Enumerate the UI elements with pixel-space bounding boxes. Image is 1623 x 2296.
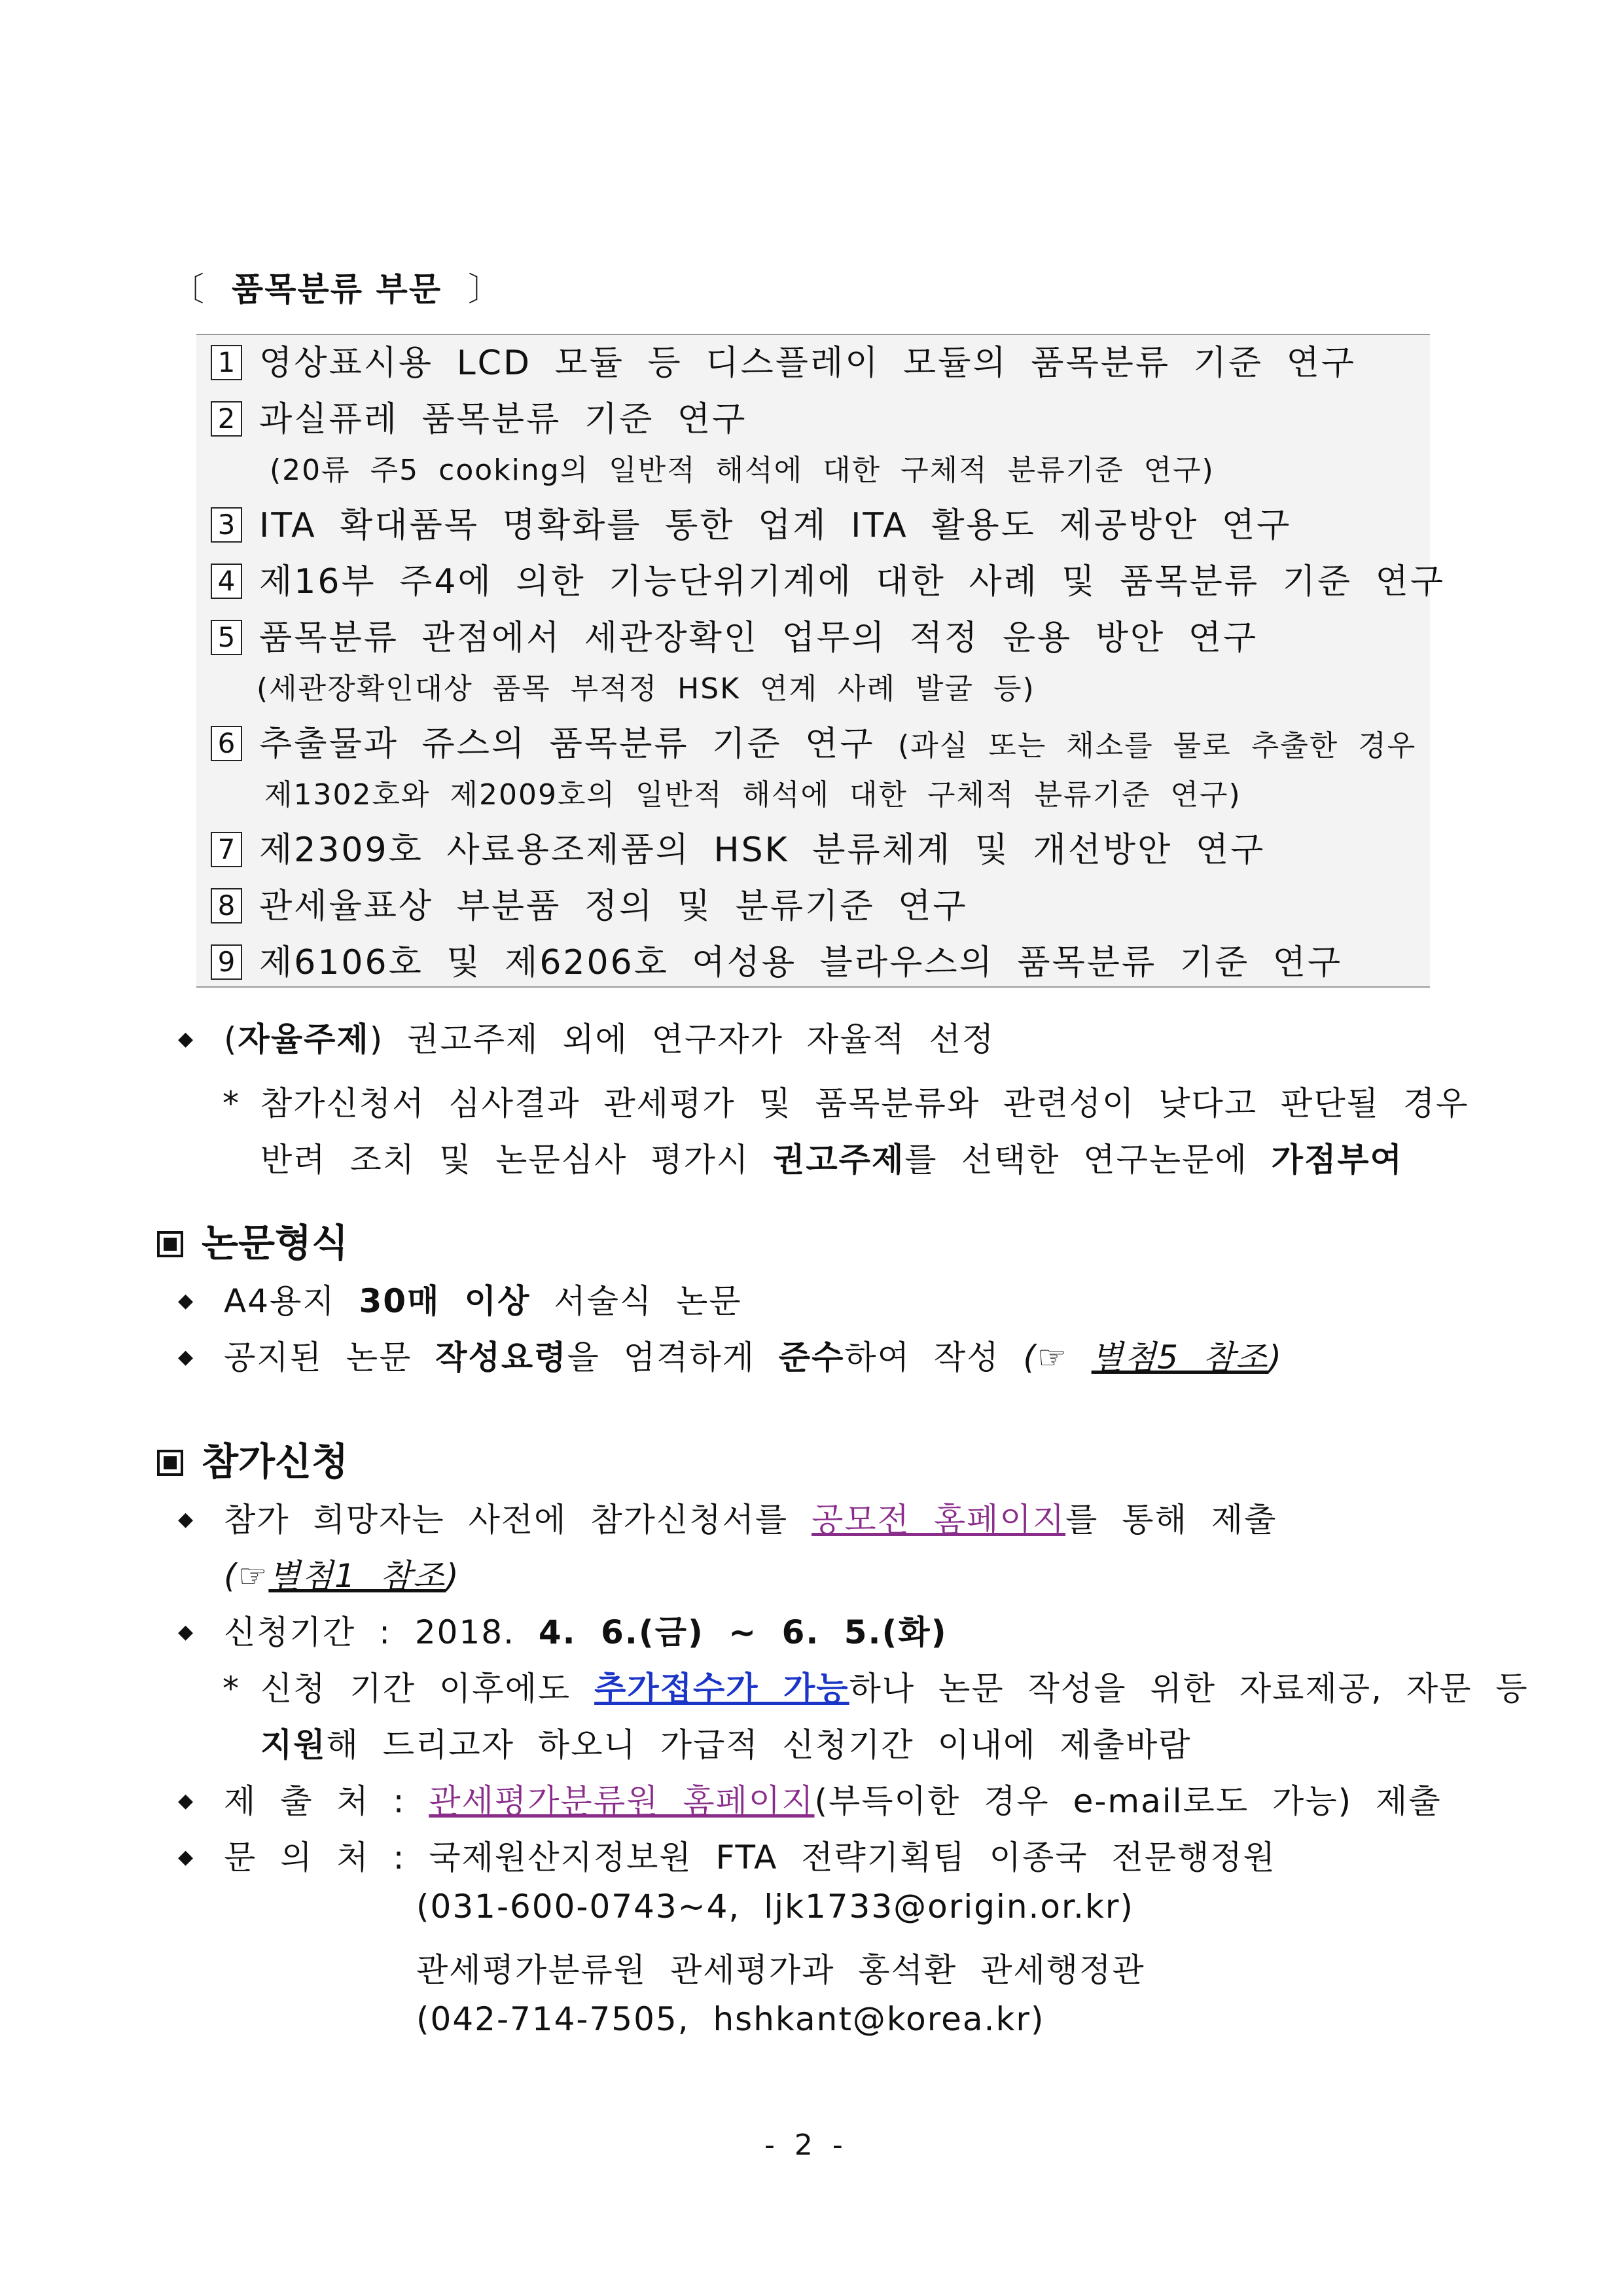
self-topic-note-2 [260,1134,1403,1181]
apply-submit [178,1775,1442,1822]
note-bold: 권고주제 [773,1141,905,1179]
ref-text: (☞ [1023,1338,1092,1376]
topic-item-5-sub [257,665,1035,707]
contact-2-detail-text: (042-714-7505, hshkant@korea.kr) [416,2000,1045,2038]
topic-item-2 [211,391,747,440]
note-bold: 지원 [260,1726,327,1764]
contest-homepage-link[interactable]: 공모전 홈페이지 [812,1501,1066,1539]
note-text: 참가신청서 심사결과 관세평가 및 품목분류와 관련성이 낮다고 판단될 경우 [260,1085,1469,1122]
item-text: 을 엄격하게 [567,1338,779,1376]
topic-number: 2 [211,401,242,437]
contact-2-detail [416,2000,1044,2038]
asterisk-mark: * [223,1085,240,1122]
customs-homepage-link[interactable]: 관세평가분류원 홈페이지 [429,1782,815,1820]
self-topic-note-1 [223,1077,1469,1124]
topic-text: 품목분류 관점에서 세관장확인 업무의 적정 운용 방안 연구 [259,619,1258,658]
topic-item-6 [211,716,1416,765]
topic-number: 8 [211,888,242,924]
topic-text: 영상표시용 LCD 모듈 등 디스플레이 모듈의 품목분류 기준 연구 [259,344,1357,383]
diamond-bullet-icon: ◆ [178,1621,195,1643]
note-text: 신청 기간 이후에도 [260,1670,595,1708]
bracket-close: 〕 [468,270,503,308]
square-bullet-icon [157,1450,183,1476]
apply-contact [178,1831,1276,1878]
period-label: 신청기간 : 2018. [224,1613,539,1651]
note-text: 반려 조치 및 논문심사 평가시 [260,1141,774,1179]
format-heading-text: 논문형식 [202,1221,349,1265]
apply-period-note-1 [223,1662,1529,1710]
topic-number: 3 [211,507,242,543]
apply-item-1-ref [224,1550,460,1597]
contact-2 [416,1944,1145,1991]
self-topic-line [178,1013,995,1060]
format-item-1 [178,1275,742,1322]
page-number: - 2 - [764,2128,848,2162]
topic-subtext: (세관장확인대상 품목 부적정 HSK 연계 사례 발굴 등) [257,672,1035,706]
section-title [171,263,502,310]
item-text: 공지된 논문 [224,1338,436,1376]
item-text: 참가 희망자는 사전에 참가신청서를 [224,1501,812,1539]
self-topic-label: 자율주제 [238,1020,370,1058]
contact-label: 문 의 처 : [224,1839,429,1876]
self-topic-text: 권고주제 외에 연구자가 자율적 선정 [383,1020,995,1058]
item-text: 를 통해 제출 [1065,1501,1277,1539]
diamond-bullet-icon: ◆ [178,1028,195,1050]
topic-item-9 [211,935,1342,984]
contact-1-detail-text: (031-600-0743~4, ljk1733@origin.or.kr) [416,1888,1134,1926]
topic-number: 1 [211,345,242,380]
topic-item-4 [211,554,1445,603]
ref-text: (☞ [224,1557,269,1595]
topic-extra: (과실 또는 채소를 물로 추출한 경우 [898,729,1417,762]
submit-text: (부득이한 경우 e-mail로도 가능) 제출 [814,1782,1442,1820]
topic-item-2-sub [270,446,1215,488]
note-bold: 가점부여 [1271,1141,1403,1179]
topic-item-7 [211,822,1265,871]
item-text: 서술식 논문 [530,1282,742,1320]
diamond-bullet-icon: ◆ [178,1508,195,1531]
apply-period-note-2 [260,1719,1192,1766]
item-bold: 준수 [778,1338,845,1376]
topic-item-1 [211,335,1356,384]
topic-text: 제2309호 사료용조제품의 HSK 분류체계 및 개선방안 연구 [259,831,1266,870]
ref-text: ) [1268,1338,1283,1376]
contact-1-detail [416,1888,1134,1926]
topic-item-5 [211,610,1258,659]
topic-item-8 [211,878,968,927]
attachment-1-link[interactable]: 별첨1 참조 [268,1557,446,1595]
section-title-text: 품목분류 부문 [231,270,442,308]
topic-text: 추출물과 쥬스의 품목분류 기준 연구 [259,725,875,764]
topic-text: 제6106호 및 제6206호 여성용 블라우스의 품목분류 기준 연구 [259,943,1343,982]
item-bold: 작성요령 [435,1338,567,1376]
topic-subtext: (20류 주5 cooking의 일반적 해석에 대한 구체적 분류기준 연구) [270,454,1215,487]
item-text: 하여 작성 [844,1338,1024,1376]
paren-close: ) [369,1020,384,1058]
diamond-bullet-icon: ◆ [178,1846,195,1869]
contact-1: 국제원산지정보원 FTA 전략기획팀 이종국 전문행정원 [429,1839,1276,1876]
note-text: 를 선택한 연구논문에 [904,1141,1272,1179]
attachment-5-link[interactable]: 별첨5 참조 [1091,1338,1269,1376]
note-text: 하나 논문 작성을 위한 자료제공, 자문 등 [849,1670,1529,1708]
apply-period [178,1606,948,1653]
topic-number: 4 [211,564,242,599]
topic-item-6-sub [264,771,1241,813]
topic-number: 6 [211,726,242,761]
topic-item-3 [211,497,1291,547]
apply-heading-text: 참가신청 [202,1439,349,1484]
ref-text: ) [446,1557,460,1595]
contact-2-text: 관세평가분류원 관세평가과 홍석환 관세행정관 [416,1951,1145,1989]
topic-text: 과실퓨레 품목분류 기준 연구 [259,400,747,439]
asterisk-mark: * [223,1670,240,1708]
topic-subtext: 제1302호와 제2009호의 일반적 해석에 대한 구체적 분류기준 연구) [264,778,1241,812]
apply-item-1 [178,1494,1277,1541]
diamond-bullet-icon: ◆ [178,1289,195,1312]
bracket-open: 〔 [171,270,205,308]
note-text: 해 드리고자 하오니 가급적 신청기간 이내에 제출바람 [326,1726,1192,1764]
submit-label: 제 출 처 : [224,1782,429,1820]
format-item-2 [178,1331,1283,1378]
diamond-bullet-icon: ◆ [178,1346,195,1369]
topic-text: 제16부 주4에 의한 기능단위기계에 대한 사례 및 품목분류 기준 연구 [259,562,1446,601]
topic-number: 5 [211,620,242,655]
topic-text: ITA 확대품목 명확화를 통한 업계 ITA 활용도 제공방안 연구 [259,506,1292,545]
additional-submission-link[interactable]: 추가접수가 가능 [594,1670,849,1708]
topic-number: 7 [211,832,242,867]
item-bold: 30매 이상 [359,1282,531,1320]
apply-heading [157,1431,348,1486]
format-heading [157,1212,348,1267]
diamond-bullet-icon: ◆ [178,1789,195,1812]
period-value: 4. 6.(금) ~ 6. 5.(화) [538,1613,948,1651]
topic-number: 9 [211,944,242,980]
item-text: A4용지 [224,1282,359,1320]
topic-text: 관세율표상 부분품 정의 및 분류기준 연구 [259,887,968,926]
square-bullet-icon [157,1231,183,1257]
paren-open: ( [224,1020,238,1058]
